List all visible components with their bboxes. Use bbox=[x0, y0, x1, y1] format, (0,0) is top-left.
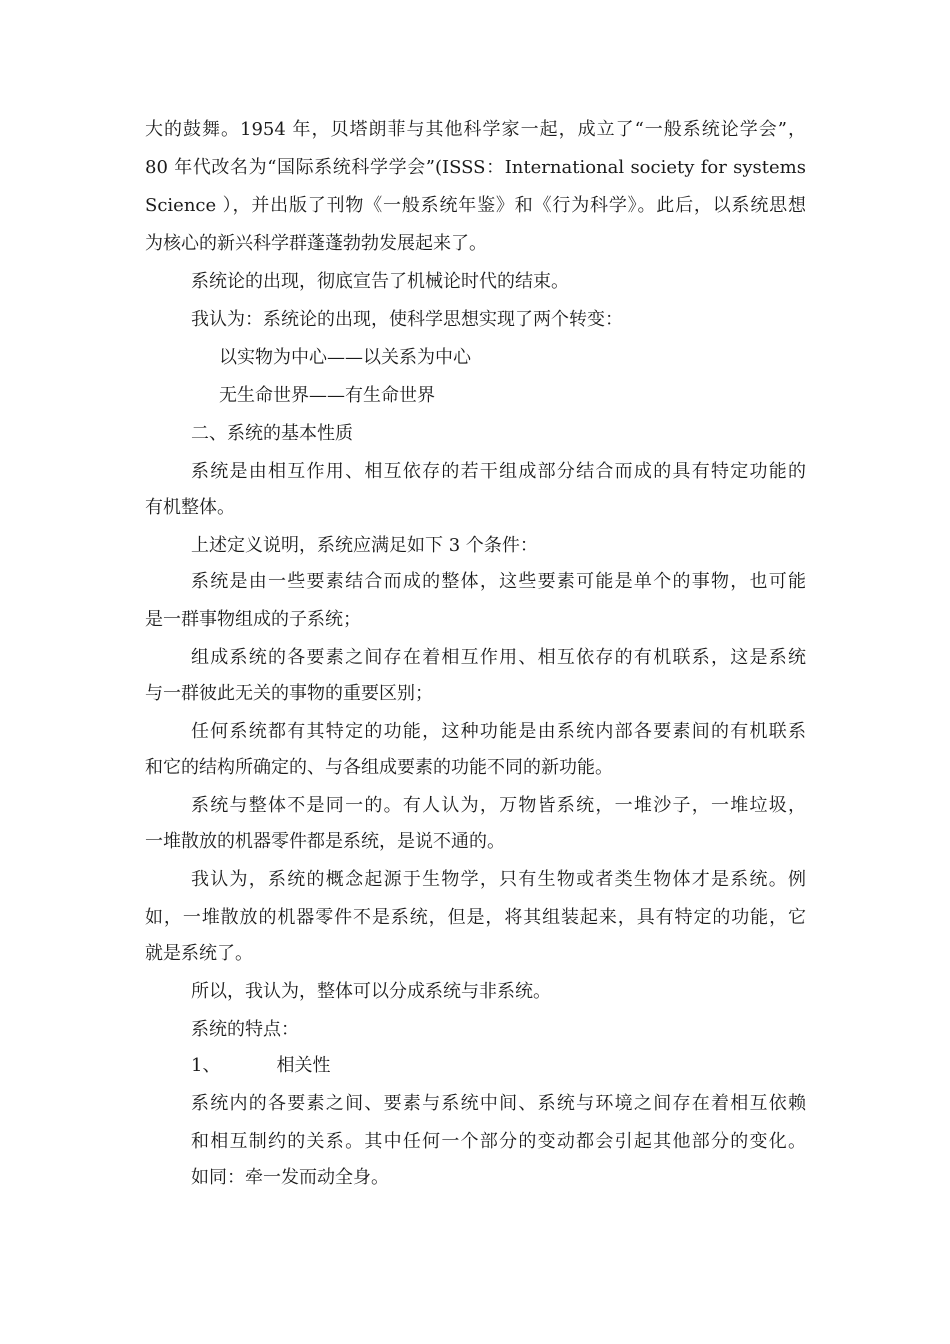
paragraph-line: 组成系统的各要素之间存在着相互作用、相互依存的有机联系，这是系统 bbox=[191, 647, 806, 668]
paragraph-line: 如同：牵一发而动全身。 bbox=[191, 1167, 389, 1188]
paragraph-line: 和相互制约的关系。其中任何一个部分的变动都会引起其他部分的变化。 bbox=[191, 1131, 806, 1152]
paragraph-line: 一堆散放的机器零件都是系统，是说不通的。 bbox=[145, 831, 505, 852]
list-heading: 相关性 bbox=[276, 1055, 331, 1076]
transition-line: 无生命世界——有生命世界 bbox=[219, 385, 435, 406]
paragraph-line: 所以，我认为，整体可以分成系统与非系统。 bbox=[191, 981, 551, 1002]
paragraph-line: 系统与整体不是同一的。有人认为，万物皆系统，一堆沙子，一堆垃圾， bbox=[191, 795, 806, 816]
paragraph-line: 如，一堆散放的机器零件不是系统，但是，将其组装起来，具有特定的功能，它 bbox=[145, 907, 806, 928]
paragraph-line: 有机整体。 bbox=[145, 497, 235, 518]
paragraph-line: 任何系统都有其特定的功能，这种功能是由系统内部各要素间的有机联系 bbox=[191, 721, 806, 742]
section-heading: 二、系统的基本性质 bbox=[191, 423, 353, 444]
paragraph-line: 80 年代改名为“国际系统科学学会”(ISSS：International society for systems bbox=[145, 157, 806, 178]
paragraph-line: 上述定义说明，系统应满足如下 3 个条件： bbox=[191, 535, 538, 556]
paragraph-line: 系统论的出现，彻底宣告了机械论时代的结束。 bbox=[191, 271, 569, 292]
paragraph-line: 为核心的新兴科学群蓬蓬勃勃发展起来了。 bbox=[145, 233, 487, 254]
paragraph-line: 与一群彼此无关的事物的重要区别； bbox=[145, 683, 433, 704]
paragraph-line: 大的鼓舞。1954 年，贝塔朗菲与其他科学家一起，成立了“一般系统论学会”， bbox=[145, 119, 806, 140]
paragraph-line: 系统是由相互作用、相互依存的若干组成部分结合而成的具有特定功能的 bbox=[191, 461, 806, 482]
paragraph-line: 是一群事物组成的子系统； bbox=[145, 609, 361, 630]
paragraph-line: 系统的特点： bbox=[191, 1019, 299, 1040]
paragraph-line: 就是系统了。 bbox=[145, 943, 253, 964]
transition-line: 以实物为中心——以关系为中心 bbox=[219, 347, 471, 368]
paragraph-line: 系统是由一些要素结合而成的整体，这些要素可能是单个的事物，也可能 bbox=[191, 571, 806, 592]
paragraph-line: Science ），并出版了刊物《一般系统年鉴》和《行为科学》。此后，以系统思想 bbox=[145, 195, 806, 216]
paragraph-line: 系统内的各要素之间、要素与系统中间、系统与环境之间存在着相互依赖 bbox=[191, 1093, 806, 1114]
numbered-heading bbox=[191, 1054, 330, 1078]
list-number: 1、 bbox=[191, 1055, 221, 1076]
paragraph-line: 和它的结构所确定的、与各组成要素的功能不同的新功能。 bbox=[145, 757, 613, 778]
paragraph-line: 我认为：系统论的出现，使科学思想实现了两个转变： bbox=[191, 309, 623, 330]
paragraph-line: 我认为，系统的概念起源于生物学，只有生物或者类生物体才是系统。例 bbox=[191, 869, 806, 890]
